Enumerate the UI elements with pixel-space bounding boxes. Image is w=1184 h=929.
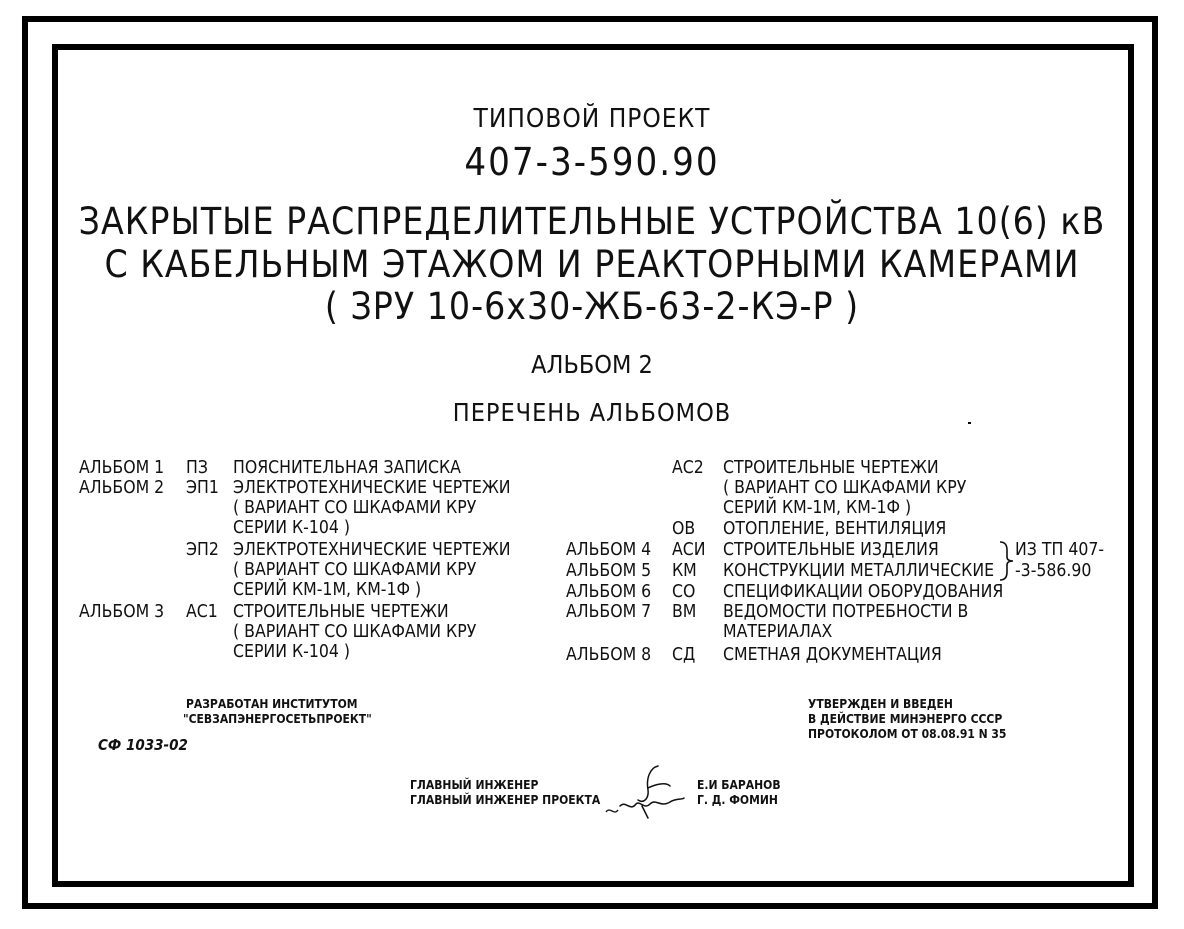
section-code: СО xyxy=(672,582,696,602)
album-number: АЛЬБОМ 5 xyxy=(566,561,652,581)
section-title: КОНСТРУКЦИИ МЕТАЛЛИЧЕСКИЕ xyxy=(723,561,995,581)
section-code: КМ xyxy=(672,561,697,581)
album-number: АЛЬБОМ 2 xyxy=(79,478,165,498)
section-code: ЭП1 xyxy=(186,478,219,498)
section-code: СД xyxy=(672,645,696,665)
section-code: АСИ xyxy=(672,540,706,560)
handwritten-signature xyxy=(600,760,690,822)
section-title-cont: ( ВАРИАНТ СО ШКАФАМИ КРУ xyxy=(233,622,477,642)
approval-line-2: В ДЕЙСТВИЕ МИНЭНЕРГО СССР xyxy=(808,712,1003,726)
signature-role-1: ГЛАВНЫЙ ИНЖЕНЕР xyxy=(410,778,539,792)
album-number: АЛЬБОМ 1 xyxy=(79,458,165,478)
archive-code-mark: СФ 1033-02 xyxy=(98,736,188,754)
brace-note-line-1: ИЗ ТП 407- xyxy=(1015,540,1105,560)
section-title: СТРОИТЕЛЬНЫЕ ЧЕРТЕЖИ xyxy=(723,458,939,478)
brace-icon xyxy=(998,540,1016,582)
album-number: АЛЬБОМ 8 xyxy=(566,645,652,665)
album-number: АЛЬБОМ 6 xyxy=(566,582,652,602)
section-title-cont: СЕРИЙ КМ-1М, КМ-1Ф ) xyxy=(233,580,422,600)
section-code: ВМ xyxy=(672,602,697,622)
signature-name-1: Е.И БАРАНОВ xyxy=(697,778,781,792)
section-title: СПЕЦИФИКАЦИИ ОБОРУДОВАНИЯ xyxy=(723,582,1004,602)
album-number: АЛЬБОМ 7 xyxy=(566,602,652,622)
section-title: СТРОИТЕЛЬНЫЕ ИЗДЕЛИЯ xyxy=(723,540,939,560)
project-label: ТИПОВОЙ ПРОЕКТ xyxy=(473,104,711,134)
album-list-title: ПЕРЕЧЕНЬ АЛЬБОМОВ xyxy=(452,398,732,427)
section-title-cont: СЕРИЙ КМ-1М, КМ-1Ф ) xyxy=(723,498,912,518)
developer-line-1: РАЗРАБОТАН ИНСТИТУТОМ xyxy=(186,697,358,711)
title-line-2: С КАБЕЛЬНЫМ ЭТАЖОМ И РЕАКТОРНЫМИ КАМЕРАМИ xyxy=(104,243,1080,286)
developer-line-2: "СЕВЗАПЭНЕРГОСЕТЬПРОЕКТ" xyxy=(183,712,372,726)
section-title: ЭЛЕКТРОТЕХНИЧЕСКИЕ ЧЕРТЕЖИ xyxy=(233,478,511,498)
section-title-cont: ( ВАРИАНТ СО ШКАФАМИ КРУ xyxy=(233,498,477,518)
section-title-cont: ( ВАРИАНТ СО ШКАФАМИ КРУ xyxy=(723,478,967,498)
title-line-1: ЗАКРЫТЫЕ РАСПРЕДЕЛИТЕЛЬНЫЕ УСТРОЙСТВА 10(6) кВ xyxy=(78,200,1106,243)
section-title: СТРОИТЕЛЬНЫЕ ЧЕРТЕЖИ xyxy=(233,602,449,622)
section-title: СМЕТНАЯ ДОКУМЕНТАЦИЯ xyxy=(723,645,942,665)
section-code: ПЗ xyxy=(186,458,208,478)
title-line-3: ( ЗРУ 10-6х30-ЖБ-63-2-КЭ-Р ) xyxy=(324,285,860,328)
section-title: ЭЛЕКТРОТЕХНИЧЕСКИЕ ЧЕРТЕЖИ xyxy=(233,540,511,560)
album-number: АЛЬБОМ 3 xyxy=(79,602,165,622)
stray-dot xyxy=(968,422,971,424)
project-number: 407-3-590.90 xyxy=(464,140,720,184)
section-title: ПОЯСНИТЕЛЬНАЯ ЗАПИСКА xyxy=(233,458,461,478)
section-title-cont: СЕРИИ К-104 ) xyxy=(233,642,351,662)
album-label: АЛЬБОМ 2 xyxy=(531,350,653,379)
section-title-cont: МАТЕРИАЛАХ xyxy=(723,622,833,642)
section-title-cont: ( ВАРИАНТ СО ШКАФАМИ КРУ xyxy=(233,560,477,580)
approval-line-3: ПРОТОКОЛОМ ОТ 08.08.91 N 35 xyxy=(808,727,1007,741)
brace-note-line-2: -3-586.90 xyxy=(1015,561,1092,581)
section-code: АС1 xyxy=(186,602,218,622)
signature-name-2: Г. Д. ФОМИН xyxy=(697,793,778,807)
section-code: АС2 xyxy=(672,458,704,478)
approval-line-1: УТВЕРЖДЕН И ВВЕДЕН xyxy=(808,697,953,711)
section-title-cont: СЕРИИ К-104 ) xyxy=(233,518,351,538)
section-title: ОТОПЛЕНИЕ, ВЕНТИЛЯЦИЯ xyxy=(723,519,947,539)
section-title: ВЕДОМОСТИ ПОТРЕБНОСТИ В xyxy=(723,602,969,622)
signature-role-2: ГЛАВНЫЙ ИНЖЕНЕР ПРОЕКТА xyxy=(410,793,601,807)
section-code: ЭП2 xyxy=(186,540,219,560)
album-number: АЛЬБОМ 4 xyxy=(566,540,652,560)
section-code: ОВ xyxy=(672,519,696,539)
